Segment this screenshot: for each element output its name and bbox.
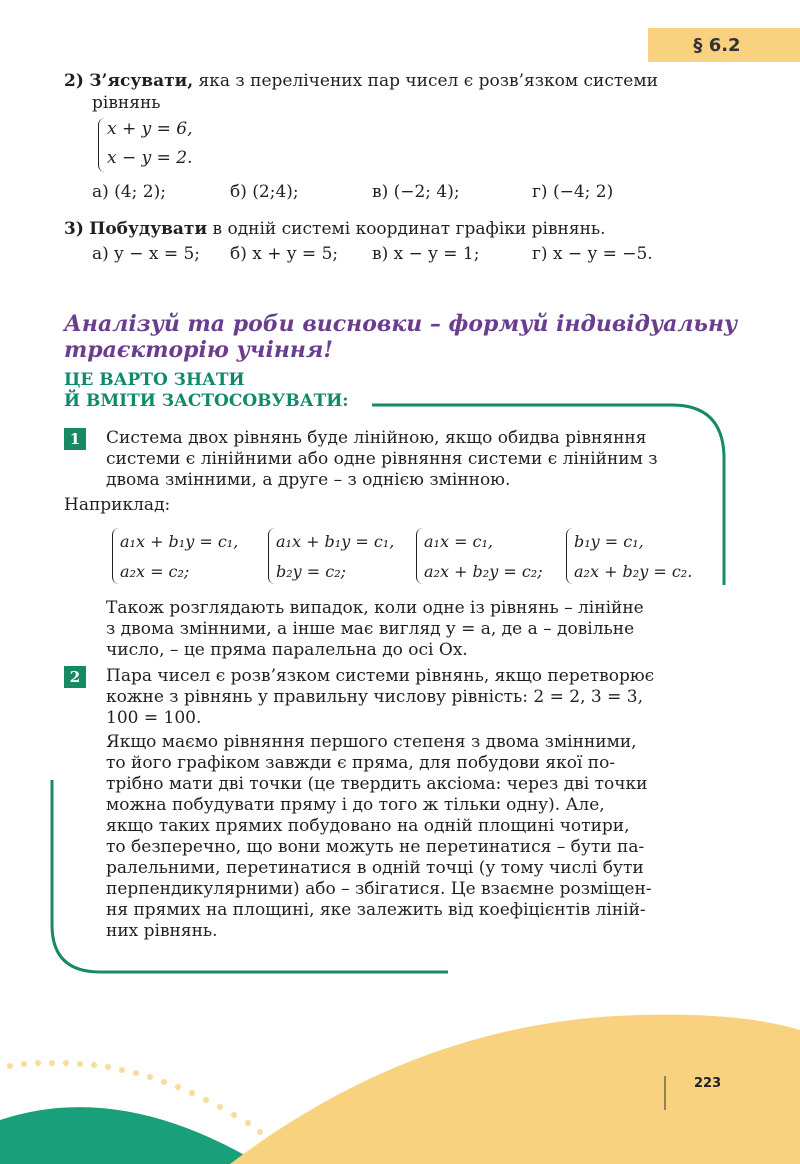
example-brace-4 bbox=[566, 528, 573, 584]
task3-option-d: г) x − y = −5. bbox=[532, 244, 653, 264]
item1-after-line2: з двома змінними, а інше має вигляд y = a, де a – довільне bbox=[106, 619, 635, 639]
example-system-4-eq2: a₂x + b₂y = c₂. bbox=[574, 562, 693, 581]
item2-line13: них рівнянь. bbox=[106, 921, 218, 941]
example-system-3-eq1: a₁x = c₁, bbox=[424, 532, 494, 551]
example-brace-1 bbox=[112, 528, 119, 584]
item2-line8: якщо таких прямих побудовано на одній площині чотири, bbox=[106, 816, 630, 836]
task2-line1 bbox=[64, 70, 658, 93]
system-brace bbox=[98, 118, 105, 172]
example-label: Наприклад: bbox=[64, 495, 171, 515]
example-brace-2 bbox=[268, 528, 275, 584]
item2-line10: ралельними, перетинатися в одній точці (у тому числі бути bbox=[106, 858, 644, 878]
item2-line11: перпендикулярними) або – збігатися. Це взаємне розміщен- bbox=[106, 879, 652, 899]
item1-line2: системи є лінійними або одне рівняння системи є лінійним з bbox=[106, 449, 658, 469]
item1-after-line1: Також розглядають випадок, коли одне із рівнянь – лінійне bbox=[106, 598, 644, 618]
task3-line1 bbox=[64, 218, 606, 241]
task2-option-b: б) (2;4); bbox=[230, 182, 299, 202]
item2-number-badge: 2 bbox=[64, 666, 86, 688]
item2-line4: Якщо маємо рівняння першого степеня з двома змінними, bbox=[106, 732, 637, 752]
task3-option-a: а) y − x = 5; bbox=[92, 244, 201, 264]
example-system-1-eq1: a₁x + b₁y = c₁, bbox=[120, 532, 239, 551]
section-number: § 6.2 bbox=[648, 28, 800, 62]
item1-number-badge: 1 bbox=[64, 428, 86, 450]
item1-after-line3: число, – це пряма паралельна до осі Ox. bbox=[106, 640, 468, 660]
task3-number: 3) bbox=[64, 219, 84, 239]
task3-option-c: в) x − y = 1; bbox=[372, 244, 480, 264]
item2-line2: кожне з рівнянь у правильну числову рівність: 2 = 2, 3 = 3, bbox=[106, 687, 644, 707]
item2-line1: Пара чисел є розв’язком системи рівнянь, якщо перетворює bbox=[106, 666, 655, 686]
item2-line7: можна побудувати пряму і до того ж тільки одну). Але, bbox=[106, 795, 605, 815]
task2-equation-1: x + y = 6, bbox=[107, 119, 193, 139]
know-heading-line2: Й ВМІТИ ЗАСТОСОВУВАТИ: bbox=[64, 391, 349, 411]
task2-option-c: в) (−2; 4); bbox=[372, 182, 460, 202]
example-system-2-eq2: b₂y = c₂; bbox=[276, 562, 347, 581]
item2-line3: 100 = 100. bbox=[106, 708, 202, 728]
item1-line3: двома змінними, а друге – з однією змінною. bbox=[106, 470, 511, 490]
example-system-4-eq1: b₁y = c₁, bbox=[574, 532, 644, 551]
task2-text: яка з перелічених пар чисел є розв’язком системи bbox=[193, 71, 658, 91]
task2-option-a: а) (4; 2); bbox=[92, 182, 166, 202]
task3-verb: Побудувати bbox=[89, 219, 208, 239]
example-system-2-eq1: a₁x + b₁y = c₁, bbox=[276, 532, 395, 551]
item2-line5: то його графіком завжди є пряма, для побудови якої по- bbox=[106, 753, 616, 773]
task2-equation-2: x − y = 2. bbox=[107, 148, 193, 168]
task2-option-d: г) (−4; 2) bbox=[532, 182, 614, 202]
task2-number: 2) bbox=[64, 71, 84, 91]
task2-line2: рівнянь bbox=[92, 93, 161, 113]
page-number: 223 bbox=[694, 1076, 722, 1091]
item2-line9: то безперечно, що вони можуть не перетинатися – бути па- bbox=[106, 837, 645, 857]
task3-text: в одній системі координат графіки рівнянь. bbox=[207, 219, 606, 239]
example-system-3-eq2: a₂x + b₂y = c₂; bbox=[424, 562, 543, 581]
task3-option-b: б) x + y = 5; bbox=[230, 244, 339, 264]
item2-line6: трібно мати дві точки (це твердить аксіома: через дві точки bbox=[106, 774, 648, 794]
example-system-1-eq2: a₂x = c₂; bbox=[120, 562, 190, 581]
know-heading-line1: ЦЕ ВАРТО ЗНАТИ bbox=[64, 370, 245, 390]
item2-line12: ня прямих на площині, яке залежить від коефіцієнтів ліній- bbox=[106, 900, 646, 920]
analysis-heading-line1: Аналізуй та роби висновки – формуй індивідуальну bbox=[64, 311, 738, 337]
example-brace-3 bbox=[416, 528, 423, 584]
analysis-heading-line2: траєкторію учіння! bbox=[64, 337, 334, 363]
item1-line1: Система двох рівнянь буде лінійною, якщо обидва рівняння bbox=[106, 428, 647, 448]
task2-verb: З’ясувати, bbox=[89, 71, 194, 91]
